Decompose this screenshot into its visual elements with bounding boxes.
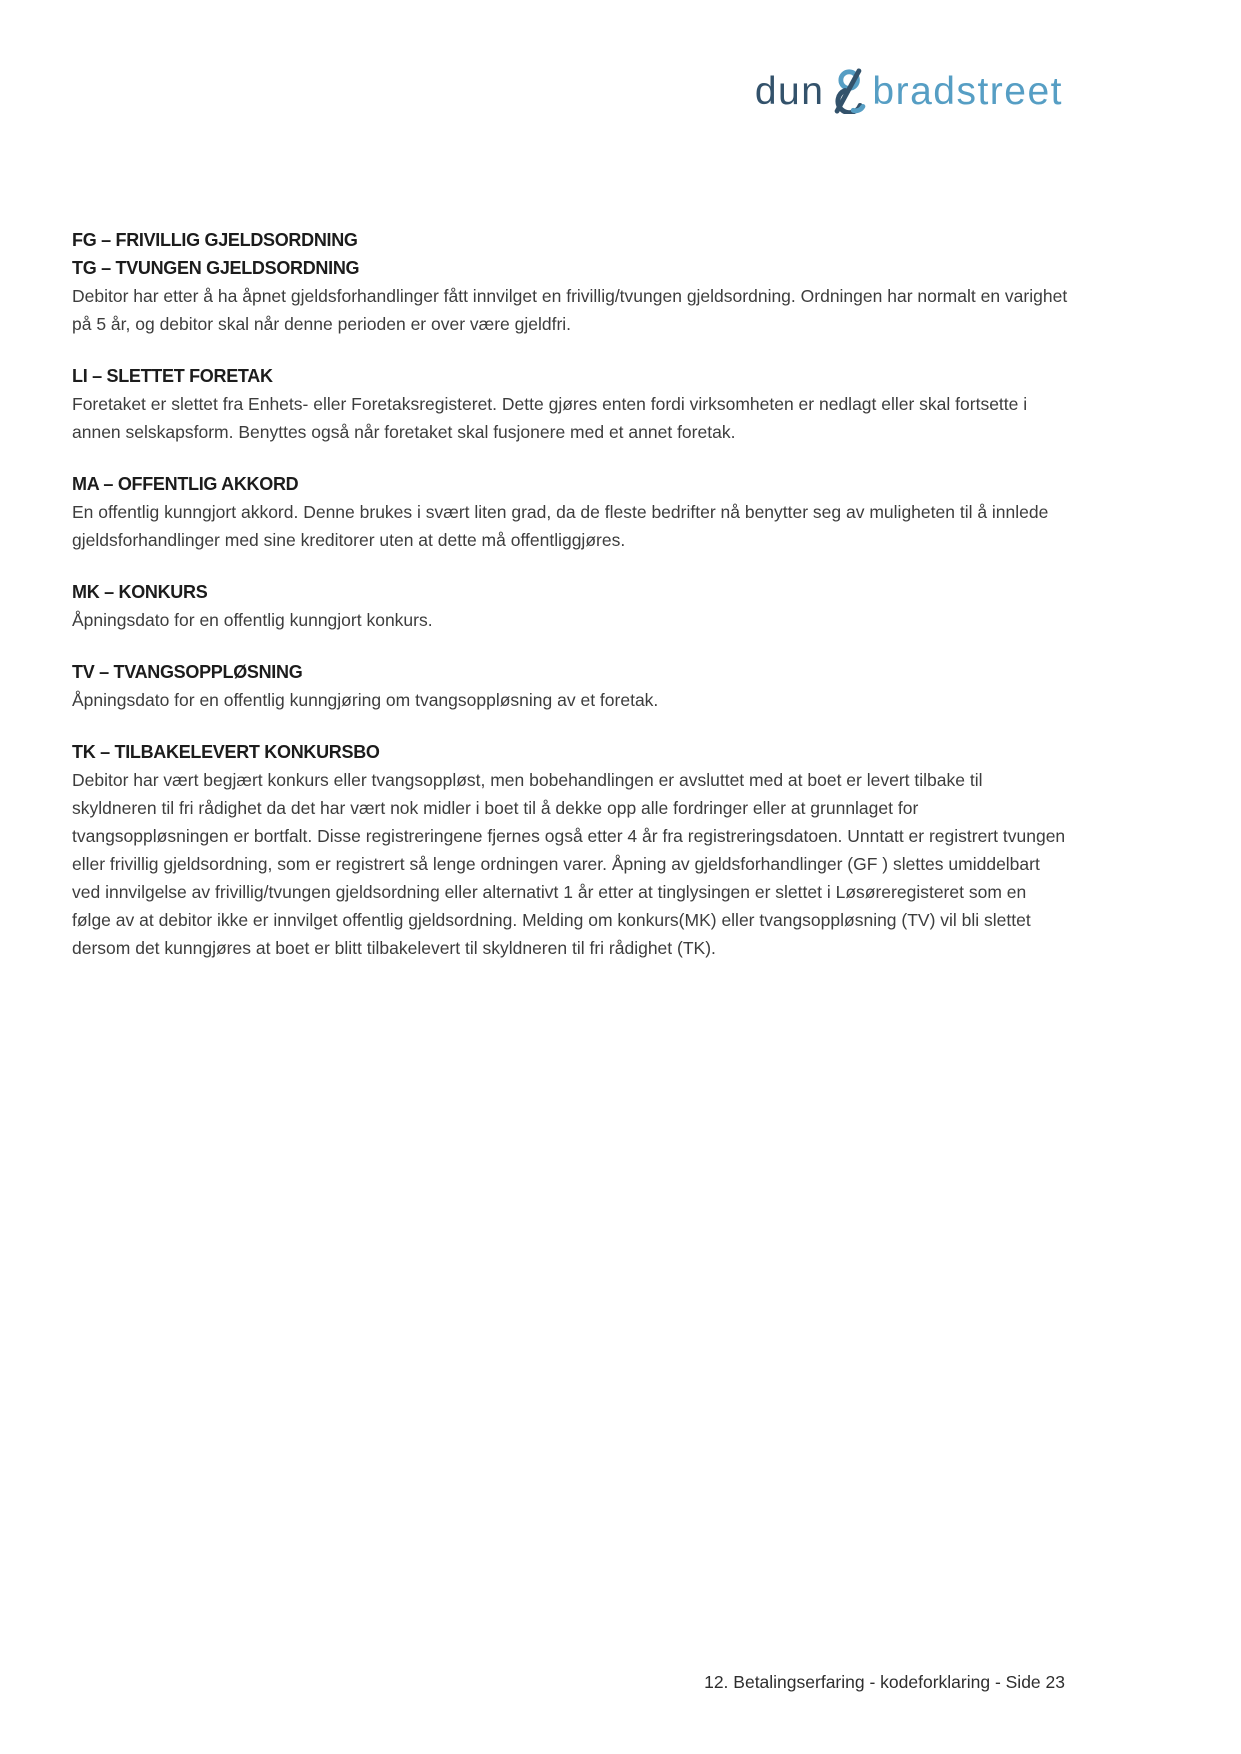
section-heading-tg: TG – TVUNGEN GJELDSORDNING <box>72 258 360 278</box>
section-li <box>72 362 1068 446</box>
section-body-tv: Åpningsdato for en offentlig kunngjøring om tvangsoppløsning av et foretak. <box>72 690 659 710</box>
section-tv <box>72 658 1068 714</box>
section-body-ma: En offentlig kunngjort akkord. Denne brukes i svært liten grad, da de fleste bedrifter nå benytter seg av muligheten til å innlede gjeldsforhandlinger med sine kreditorer uten at dette må offentliggjøres. <box>72 502 1049 550</box>
section-body-fg-tg: Debitor har etter å ha åpnet gjeldsforhandlinger fått innvilget en frivillig/tvungen gjeldsordning. Ordningen har normalt en varighet på 5 år, og debitor skal når denne perioden er over være gjeldfri. <box>72 286 1068 334</box>
dun-bradstreet-logo <box>755 68 1063 114</box>
section-heading-mk: MK – KONKURS <box>72 582 208 602</box>
section-heading-fg: FG – FRIVILLIG GJELDSORDNING <box>72 230 358 250</box>
section-heading-li: LI – SLETTET FORETAK <box>72 366 273 386</box>
section-body-tk: Debitor har vært begjært konkurs eller tvangsoppløst, men bobehandlingen er avsluttet med at boet er levert tilbake til skyldneren til fri rådighet da det har vært nok midler i boet til å dekke opp alle fordringer eller at grunnlaget for tvangsoppløsningen er bortfalt. Disse registreringene fjernes også etter 4 år fra registreringsdatoen. Unntatt er registrert tvungen eller frivillig gjeldsordning, som er registrert så lenge ordningen varer. Åpning av gjeldsforhandlinger (GF ) slettes umiddelbart ved innvilgelse av frivillig/tvungen gjeldsordning eller alternativt 1 år etter at tinglysingen er slettet i Løsøreregisteret som en følge av at debitor ikke er innvilget offentlig gjeldsordning. Melding om konkurs(MK) eller tvangsoppløsning (TV) vil bli slettet dersom det kunngjøres at boet er blitt tilbakelevert til skyldneren til fri rådighet (TK). <box>72 770 1066 958</box>
page-footer-label: 12. Betalingserfaring - kodeforklaring - Side 23 <box>704 1672 1065 1692</box>
section-tk <box>72 738 1068 962</box>
section-ma <box>72 470 1068 554</box>
section-heading-tv: TV – TVANGSOPPLØSNING <box>72 662 303 682</box>
dnb-ampersand-icon <box>827 68 869 114</box>
section-body-li: Foretaket er slettet fra Enhets- eller Foretaksregisteret. Dette gjøres enten fordi virksomheten er nedlagt eller skal fortsette i annen selskapsform. Benyttes også når foretaket skal fusjonere med et annet foretak. <box>72 394 1028 442</box>
main-content <box>72 226 1068 986</box>
logo-text-dun: dun <box>754 69 825 113</box>
section-fg-tg <box>72 226 1068 338</box>
section-heading-tk: TK – TILBAKELEVERT KONKURSBO <box>72 742 380 762</box>
section-mk <box>72 578 1068 634</box>
section-body-mk: Åpningsdato for en offentlig kunngjort konkurs. <box>72 610 433 630</box>
logo-text-bradstreet: bradstreet <box>872 69 1063 113</box>
section-heading-ma: MA – OFFENTLIG AKKORD <box>72 474 299 494</box>
